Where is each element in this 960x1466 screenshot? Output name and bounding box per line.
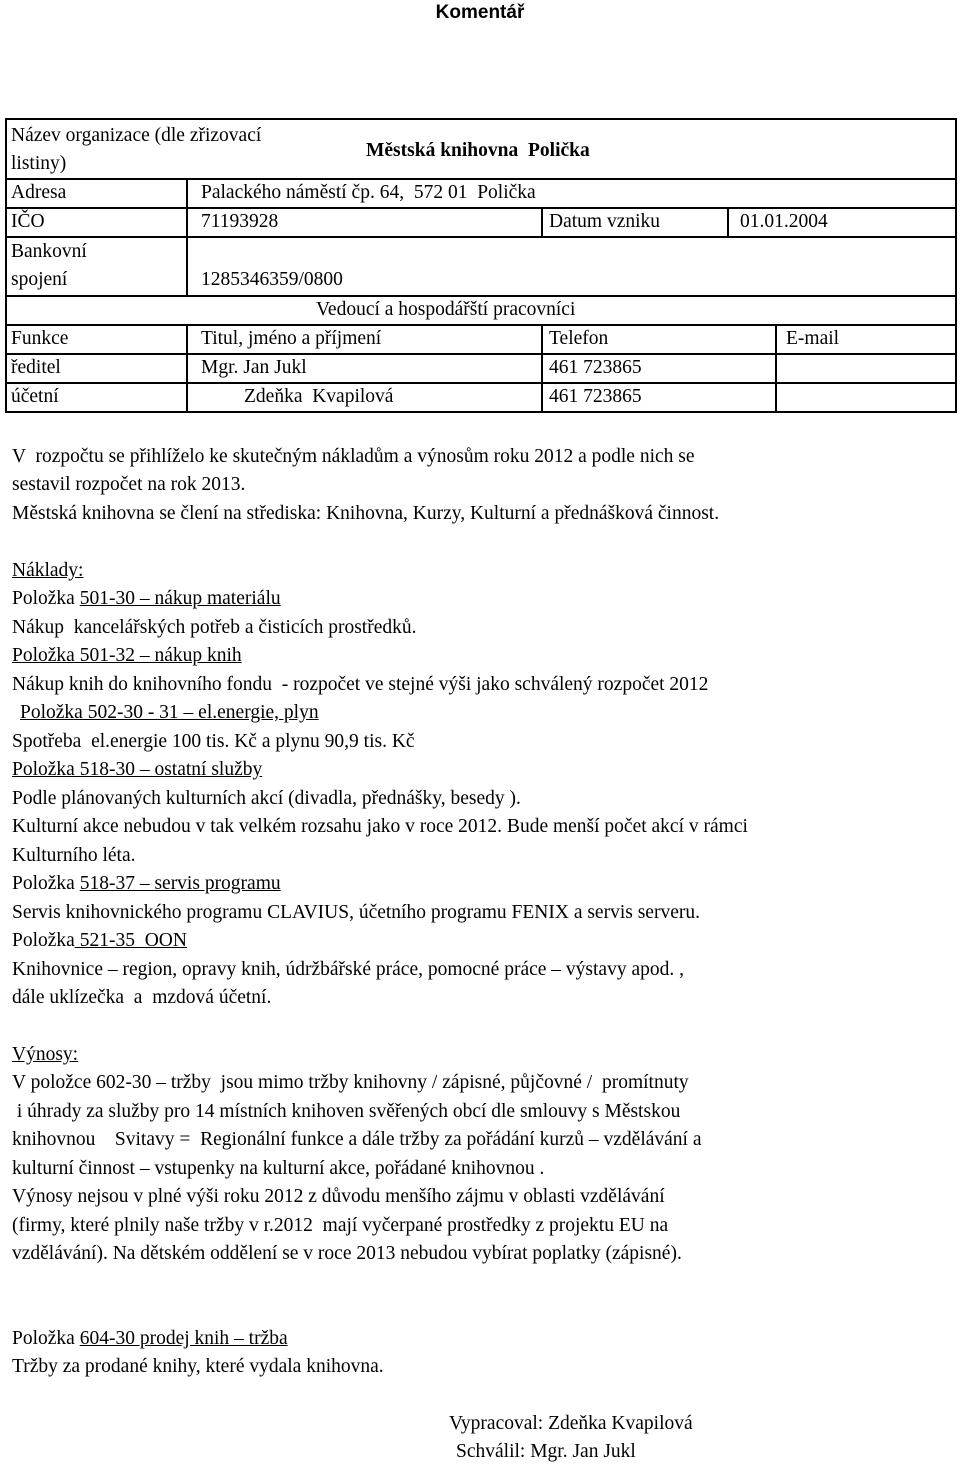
- cost-item-heading: Položka 501-32 – nákup knih: [12, 645, 242, 666]
- org-name-label: Název organizace (dle zřizovací: [11, 125, 262, 146]
- table-border: [5, 236, 957, 238]
- table-border: [955, 118, 957, 413]
- intro-text: V rozpočtu se přihlíželo ke skutečným nákladům a výnosům roku 2012 a podle nich se: [12, 446, 695, 467]
- founded-value: 01.01.2004: [740, 211, 828, 232]
- cost-item-text: Kulturního léta.: [12, 845, 136, 866]
- address-label: Adresa: [11, 182, 67, 203]
- cost-item-text: Servis knihovnického programu CLAVIUS, účetního programu FENIX a servis serveru.: [12, 902, 700, 923]
- revenue-item-heading: [12, 1328, 288, 1350]
- intro-text: Městská knihovna se člení na střediska: Knihovna, Kurzy, Kulturní a přednášková činnost.: [12, 503, 720, 524]
- ico-label: IČO: [11, 211, 45, 232]
- table-border: [541, 207, 543, 238]
- revenue-item-prefix: Položka: [12, 1328, 80, 1349]
- bank-value: 1285346359/0800: [201, 269, 343, 290]
- staff-phone: 461 723865: [549, 357, 642, 378]
- col-header-phone: Telefon: [549, 328, 609, 349]
- table-border: [186, 236, 188, 297]
- table-border: [5, 295, 957, 297]
- revenue-text: kulturní činnost – vstupenky na kulturní akce, pořádané knihovnou .: [12, 1158, 545, 1179]
- cost-item-heading: [12, 588, 281, 610]
- cost-item-prefix: Položka: [12, 873, 80, 894]
- founded-label: Datum vzniku: [549, 211, 661, 232]
- table-border: [5, 178, 957, 180]
- table-border: [186, 207, 188, 238]
- ico-value: 71193928: [201, 211, 279, 232]
- revenue-text: Výnosy nejsou v plné výši roku 2012 z důvodu menšího zájmu v oblasti vzdělávání: [12, 1186, 665, 1207]
- cost-item-title: 501-30 – nákup materiálu: [79, 588, 281, 609]
- table-border: [5, 207, 957, 209]
- table-border: [541, 324, 543, 413]
- revenue-text: V položce 602-30 – tržby jsou mimo tržby knihovny / zápisné, půjčovné / promítnuty: [12, 1072, 689, 1093]
- address-value: Palackého náměstí čp. 64, 572 01 Polička: [201, 182, 536, 203]
- bank-label: Bankovní: [11, 241, 87, 262]
- staff-phone: 461 723865: [549, 386, 642, 407]
- org-name-label: listiny): [11, 153, 67, 174]
- cost-item-title: 518-37 – servis programu: [79, 873, 281, 894]
- col-header-function: Funkce: [11, 328, 69, 349]
- cost-item-prefix: Položka: [12, 930, 75, 951]
- cost-item-text: Spotřeba el.energie 100 tis. Kč a plynu 90,9 tis. Kč: [12, 731, 415, 752]
- costs-heading: Náklady:: [12, 560, 84, 581]
- bank-label: spojení: [11, 269, 68, 290]
- cost-item-text: dále uklízečka a mzdová účetní.: [12, 987, 272, 1008]
- staff-name: Mgr. Jan Jukl: [201, 357, 307, 378]
- intro-text: sestavil rozpočet na rok 2013.: [12, 474, 246, 495]
- revenue-text: (firmy, které plnily naše tržby v r.2012 mají vyčerpané prostředky z projektu EU na: [12, 1215, 669, 1236]
- revenue-item-title: 604-30 prodej knih – tržba: [79, 1328, 288, 1349]
- table-border: [5, 411, 957, 413]
- table-border: [5, 118, 957, 120]
- cost-item-title: 521-35 OON: [74, 930, 187, 951]
- table-border: [5, 382, 957, 384]
- page-title: Komentář: [435, 2, 525, 23]
- revenue-text: i úhrady za služby pro 14 místních knihoven svěřených obcí dle smlouvy s Městskou: [12, 1101, 681, 1122]
- table-border: [5, 324, 957, 326]
- col-header-email: E-mail: [786, 328, 840, 349]
- staff-function: účetní: [11, 386, 59, 407]
- cost-item-text: Knihovnice – region, opravy knih, údržbářské práce, pomocné práce – výstavy apod. ,: [12, 959, 684, 980]
- org-name-value: Městská knihovna Polička: [366, 140, 590, 161]
- cost-item-prefix: Položka: [12, 588, 80, 609]
- col-header-name: Titul, jméno a příjmení: [201, 328, 382, 349]
- staff-function: ředitel: [11, 357, 61, 378]
- cost-item-text: Nákup knih do knihovního fondu - rozpočet ve stejné výši jako schválený rozpočet 2012: [12, 674, 709, 695]
- staff-heading: Vedoucí a hospodářští pracovníci: [316, 299, 576, 320]
- approved-by: Schválil: Mgr. Jan Jukl: [456, 1441, 636, 1462]
- cost-item-text: Nákup kancelářských potřeb a čisticích prostředků.: [12, 617, 417, 638]
- cost-item-heading: Položka 502-30 - 31 – el.energie, plyn: [20, 702, 319, 723]
- table-border: [186, 178, 188, 209]
- revenue-text: knihovnou Svitavy = Regionální funkce a dále tržby za pořádání kurzů – vzdělávání a: [12, 1129, 702, 1150]
- table-border: [775, 324, 777, 413]
- cost-item-heading: [12, 873, 281, 895]
- table-border: [727, 207, 729, 238]
- cost-item-text: Kulturní akce nebudou v tak velkém rozsahu jako v roce 2012. Bude menší počet akcí v rámci: [12, 816, 748, 837]
- cost-item-heading: Položka 518-30 – ostatní služby: [12, 759, 263, 780]
- cost-item-heading: [12, 930, 187, 952]
- prepared-by: Vypracoval: Zdeňka Kvapilová: [449, 1413, 693, 1434]
- table-border: [5, 353, 957, 355]
- table-border: [186, 324, 188, 413]
- staff-name: Zdeňka Kvapilová: [244, 386, 394, 407]
- revenue-text: vzdělávání). Na dětském oddělení se v roce 2013 nebudou vybírat poplatky (zápisné).: [12, 1243, 682, 1264]
- revenue-item-text: Tržby za prodané knihy, které vydala knihovna.: [12, 1356, 384, 1377]
- table-border: [5, 118, 7, 413]
- cost-item-text: Podle plánovaných kulturních akcí (divadla, přednášky, besedy ).: [12, 788, 521, 809]
- revenue-heading: Výnosy:: [12, 1044, 79, 1065]
